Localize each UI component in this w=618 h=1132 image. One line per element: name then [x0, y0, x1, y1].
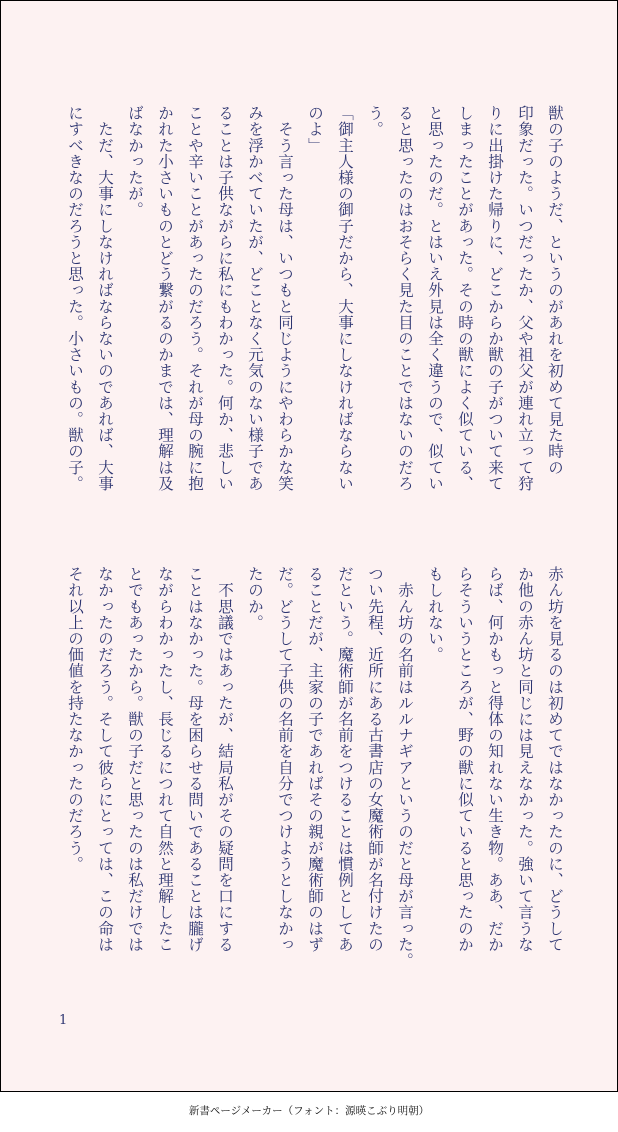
text-block-top: 獣の子のようだ、というのがあれを初めて見た時の 印象だった。いつだったか、父や祖父が連れ立って狩 りに出掛けた帰りに、どこからか獣の子がついて来て しまったことがあった。その時の獣によく似ている、 と思ったのだ。とはいえ外見は全く違うので、似てい ると思ったのはおそらく見た目のことではないのだろ う。 「御主人様の御子だから、大事にしなければならない のよ」 そう言った母は、いつもと同じようにやわらかな笑 みを浮かべていたが、どことなく元気のない様子であ ることは子供ながらに私にもわかった。何か、悲しい ことや辛いことがあったのだろう。それが母の腕に抱 かれた小さいものとどう繋がるのかまでは、理解は及 ばなかったが。 ただ、大事にしなければならないのであれば、大事 にすべきなのだろうと思った。小さいもの。獣の子。 — [66, 105, 564, 492]
text-block-bottom: 赤ん坊を見るのは初めてではなかったのに、どうして か他の赤ん坊と同じには見えなかった。強いて言うな らば、何かもっと得体の知れない生き物。ああ、だか らそういうところが、野の獣に似ていると思ったのか もしれない。 赤ん坊の名前はルルナギアというのだと母が言った。 つい先程、近所にある古書店の女魔術師が名付けたの だという。魔術師が名前をつけることは慣例としてあ ることだが、主家の子であればその親が魔術師のはず だ。どうして子供の名前を自分でつけようとしなかっ たのか。 不思議ではあったが、結局私がその疑問を口にする ことはなかった。母を困らせる問いであることは朧げ ながらわかったし、長じるにつれて自然と理解したこ とでもあったから。獣の子だと思ったのは私だけでは なかったのだろう。そして彼らにとっては、この命は それ以上の価値を持たなかったのだろう。 — [66, 566, 564, 969]
page-number: 1 — [59, 1013, 68, 1028]
footer-credit: 新書ページメーカー（フォント：源暎こぶり明朝） — [188, 1105, 430, 1117]
